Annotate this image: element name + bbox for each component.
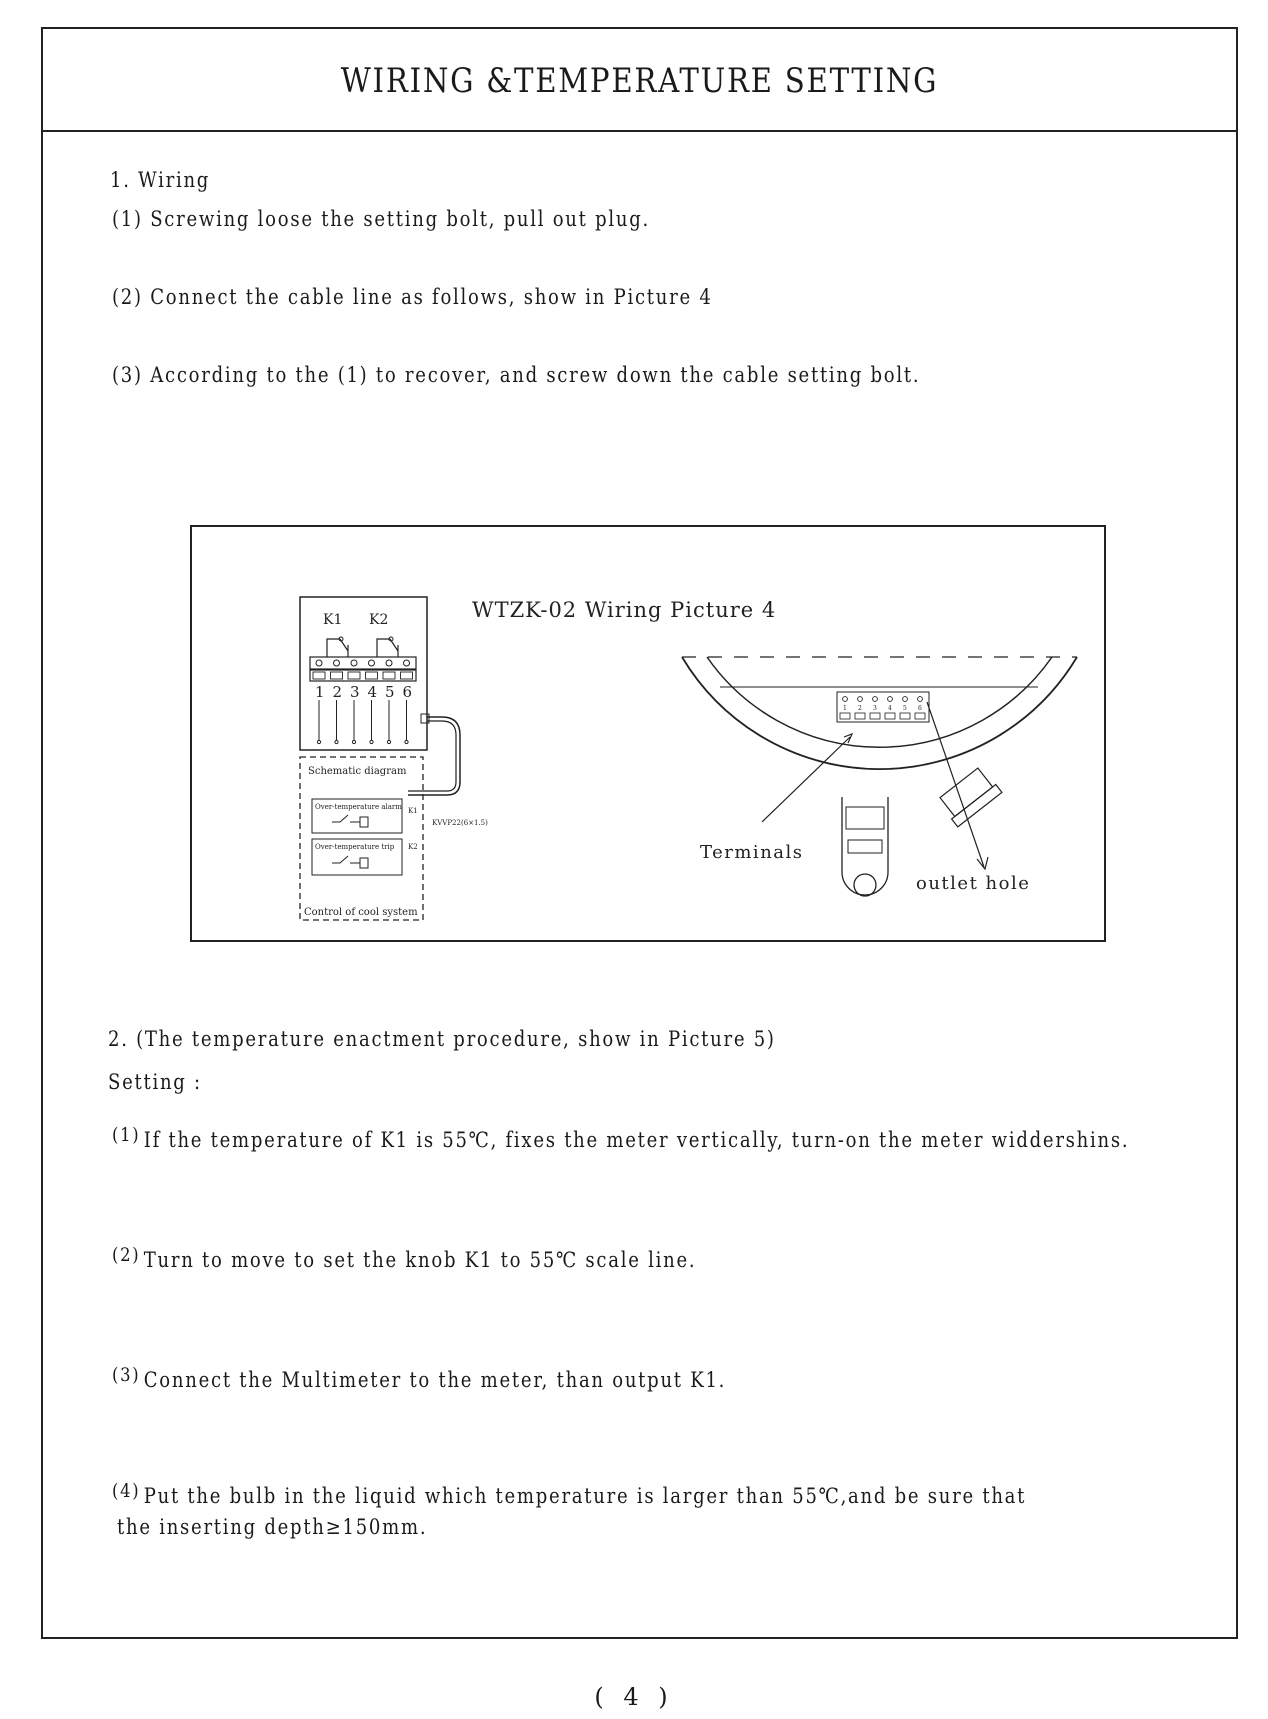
terminal-lead-end (335, 740, 338, 743)
relay-label-k1: K1 (323, 612, 343, 628)
step-text: If the temperature of K1 is 55℃, fixes the meter vertically, turn-on the meter widdershins. (143, 1128, 1130, 1152)
terminal-screw (316, 660, 322, 666)
housing-terminal-screw (873, 697, 878, 702)
housing-terminal-screw (903, 697, 908, 702)
terminal-slot (366, 672, 378, 679)
k2-tag: K2 (408, 843, 418, 851)
terminal-slot (331, 672, 343, 679)
housing-terminal-slot (840, 713, 850, 719)
alarm-label: Over-temperature alarm (315, 803, 402, 811)
cable-label: KVVP22(6×1.5) (432, 819, 488, 827)
cable-line (408, 717, 460, 795)
housing-terminal-slot (855, 713, 865, 719)
terminal-screw (334, 660, 340, 666)
temp-step-1 (112, 1124, 1129, 1152)
step-number: (3) (112, 1364, 141, 1386)
terminal-lead-end (387, 740, 390, 743)
trip-label: Over-temperature trip (315, 843, 395, 851)
housing-terminal-number: 6 (918, 705, 922, 712)
housing-terminal-number: 5 (903, 705, 907, 712)
mount-hole (854, 874, 876, 896)
terminal-screw (351, 660, 357, 666)
housing-terminal-number: 2 (858, 705, 862, 712)
outlet-gland (937, 766, 1002, 827)
wiring-step-1 (112, 207, 650, 231)
outlet-label: outlet hole (916, 873, 1031, 894)
step-number: (2) (112, 1244, 141, 1266)
step-number: (4) (112, 1480, 141, 1502)
housing-terminal-slot (870, 713, 880, 719)
housing-terminal-screw (858, 697, 863, 702)
housing-terminal-number: 3 (873, 705, 877, 712)
housing-terminal-number: 4 (888, 705, 892, 712)
figure-caption: WTZK-02 Wiring Picture 4 (472, 598, 777, 622)
step-text: Connect the Multimeter to the meter, than output K1. (143, 1368, 727, 1392)
terminals-label: Terminals (700, 842, 804, 863)
terminal-slot (313, 672, 325, 679)
temp-step-4 (112, 1480, 1026, 1508)
step-number: (1) (112, 1124, 141, 1146)
cable-gland (421, 714, 429, 723)
terminal-strip-top (310, 657, 416, 669)
terminal-lead-end (317, 740, 320, 743)
k1-contact-symbol (327, 639, 348, 657)
k1-tag: K1 (408, 807, 418, 815)
step-text: Put the bulb in the liquid which temperature is larger than 55℃,and be sure that (143, 1484, 1027, 1508)
housing-terminals (840, 697, 925, 719)
terminal-screw (386, 660, 392, 666)
temp-step-3 (112, 1364, 726, 1392)
k2-contact-symbol (377, 639, 398, 657)
terminal-lead-end (405, 740, 408, 743)
terminal-slot (348, 672, 360, 679)
terminal-lead-end (370, 740, 373, 743)
schematic-title: Schematic diagram (308, 766, 407, 777)
terminal-slot (401, 672, 413, 679)
terminal-numbers (315, 683, 412, 701)
housing-terminal-number: 1 (843, 705, 847, 712)
step-number: (1) (112, 207, 143, 231)
terminal-lead-end (352, 740, 355, 743)
temp-step-2 (112, 1244, 696, 1272)
page-number: ( 4 ) (594, 1683, 674, 1711)
step-number: (2) (112, 285, 143, 309)
temperature-heading: 2. (The temperature enactment procedure, show in Picture 5) (108, 1027, 776, 1051)
header (43, 29, 1236, 132)
step-text: Turn to move to set the knob K1 to 55℃ scale line. (143, 1248, 697, 1272)
housing-terminal-screw (843, 697, 848, 702)
step-number: (3) (112, 363, 143, 387)
terminal-number: 6 (402, 683, 413, 701)
control-label: Control of cool system (304, 907, 418, 918)
terminals-arrow (762, 737, 850, 822)
terminal-number: 2 (332, 683, 343, 701)
step-text: According to the (1) to recover, and screw down the cable setting bolt. (150, 363, 921, 387)
housing-terminal-slot (900, 713, 910, 719)
wiring-step-3 (112, 363, 920, 387)
terminal-slot (383, 672, 395, 679)
terminal-number: 1 (315, 683, 325, 701)
terminal-number: 3 (350, 683, 360, 701)
housing-terminal-slot (915, 713, 925, 719)
terminal-number: 4 (367, 683, 378, 701)
wiring-heading: 1. Wiring (110, 168, 211, 192)
temp-step-4-continuation: the inserting depth≥150mm. (117, 1515, 428, 1539)
housing-terminal-slot (885, 713, 895, 719)
wiring-figure (190, 525, 1106, 942)
wiring-diagram (192, 527, 1108, 944)
housing-terminal-screw (918, 697, 923, 702)
terminal-screw (369, 660, 375, 666)
relay-label-k2: K2 (369, 612, 389, 628)
page-title: WIRING &TEMPERATURE SETTING (340, 61, 939, 101)
outlet-arrow (927, 702, 984, 867)
setting-label: Setting : (108, 1070, 202, 1094)
terminal-leads (317, 700, 408, 744)
mount-stem (842, 797, 888, 872)
step-text: Connect the cable line as follows, show in Picture 4 (150, 285, 713, 309)
terminal-number: 5 (385, 683, 395, 701)
terminal-screw (404, 660, 410, 666)
wiring-step-2 (112, 285, 713, 309)
step-text: Screwing loose the setting bolt, pull out plug. (150, 207, 650, 231)
housing-terminal-screw (888, 697, 893, 702)
housing-inner-arc (707, 657, 1052, 747)
